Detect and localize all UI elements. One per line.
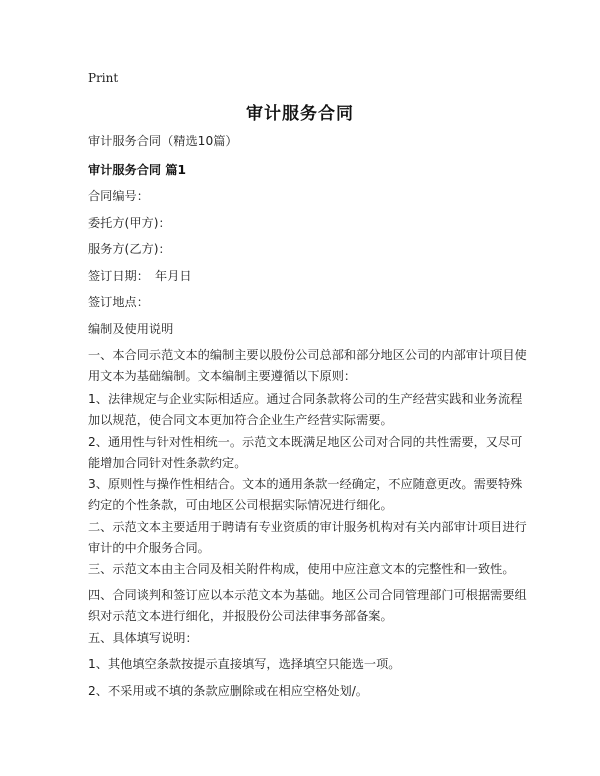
paragraph: 2、通用性与针对性相统一。示范文本既满足地区公司对合同的共性需要，又尽可能增加合同针对性条款约定。 (88, 435, 523, 470)
print-label: Print (88, 71, 119, 85)
usage-notes-heading: 编制及使用说明 (88, 322, 174, 336)
field-provider: 服务方(乙方)： (88, 242, 171, 256)
document-subtitle: 审计服务合同（精选10篇） (88, 134, 238, 148)
field-contract-number: 合同编号： (88, 189, 149, 203)
paragraph: 二、示范文本主要适用于聘请有专业资质的审计服务机构对有关内部审计项目进行审计的中介服务合同。 (88, 520, 527, 555)
section-heading: 审计服务合同 篇1 (88, 163, 187, 177)
field-sign-date: 签订日期： 年月日 (88, 269, 192, 283)
paragraph: 一、本合同示范文本的编制主要以股份公司总部和部分地区公司的内部审计项目使用文本为基础编制。文本编制主要遵循以下原则： (88, 348, 527, 383)
paragraph: 四、合同谈判和签订应以本示范文本为基础。地区公司合同管理部门可根据需要组织对示范文本进行细化，并报股份公司法律事务部备案。 (88, 588, 527, 623)
field-client: 委托方(甲方)： (88, 216, 171, 230)
field-sign-place: 签订地点： (88, 295, 149, 309)
paragraph: 1、其他填空条款按提示直接填写，选择填空只能选一项。 (88, 657, 401, 671)
paragraph: 五、具体填写说明： (88, 631, 198, 645)
paragraph: 1、法律规定与企业实际相适应。通过合同条款将公司的生产经营实践和业务流程加以规范，使合同文本更加符合企业生产经营实际需要。 (88, 392, 523, 427)
document-title: 审计服务合同 (246, 104, 354, 124)
paragraph: 2、不采用或不填的条款应删除或在相应空格处划/。 (88, 684, 368, 698)
paragraph: 3、原则性与操作性相结合。文本的通用条款一经确定，不应随意更改。需要特殊约定的个性条款，可由地区公司根据实际情况进行细化。 (88, 477, 523, 512)
paragraph: 三、示范文本由主合同及相关附件构成，使用中应注意文本的完整性和一致性。 (88, 562, 515, 576)
